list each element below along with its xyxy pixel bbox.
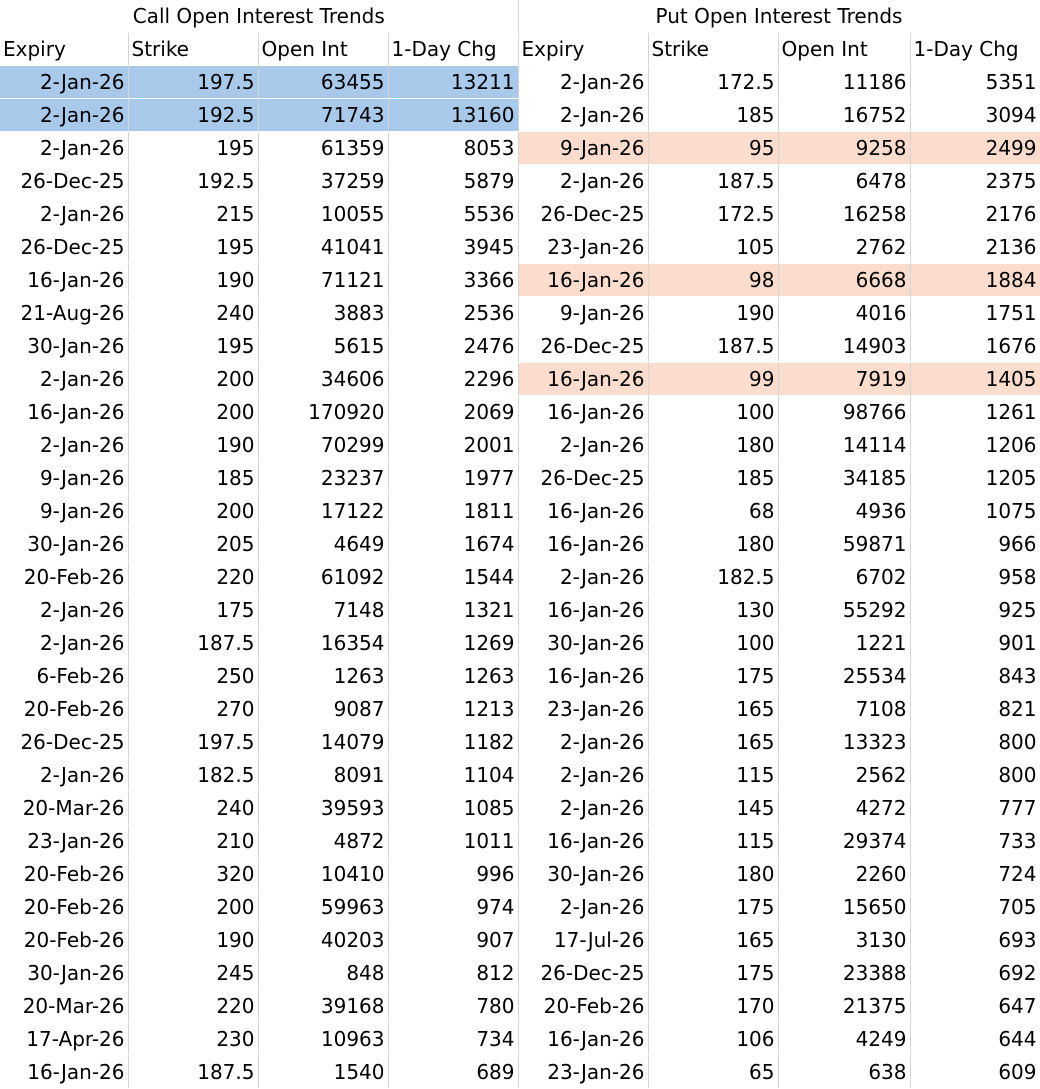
- call-cell-expiry[interactable]: 9-Jan-26: [0, 462, 128, 495]
- call-cell-strike[interactable]: 197.5: [128, 66, 258, 99]
- put-cell-1-day-chg[interactable]: 5351: [910, 66, 1040, 99]
- table-row: [0, 99, 1040, 132]
- put-cell-open-int[interactable]: 638: [778, 1056, 910, 1089]
- put-cell-1-day-chg[interactable]: 821: [910, 693, 1040, 726]
- put-cell-expiry[interactable]: 2-Jan-26: [518, 165, 648, 198]
- put-cell-1-day-chg[interactable]: 705: [910, 891, 1040, 924]
- call-cell-expiry[interactable]: 2-Jan-26: [0, 66, 128, 99]
- put-cell-open-int[interactable]: 4936: [778, 495, 910, 528]
- call-cell-expiry[interactable]: 20-Mar-26: [0, 990, 128, 1023]
- call-cell-expiry[interactable]: 20-Feb-26: [0, 561, 128, 594]
- call-cell-strike[interactable]: 200: [128, 396, 258, 429]
- call-cell-strike[interactable]: 195: [128, 231, 258, 264]
- put-cell-expiry[interactable]: 26-Dec-25: [518, 198, 648, 231]
- put-cell-open-int[interactable]: 23388: [778, 957, 910, 990]
- call-cell-strike[interactable]: 187.5: [128, 627, 258, 660]
- call-cell-open-int[interactable]: 39593: [258, 792, 388, 825]
- put-cell-1-day-chg[interactable]: 2375: [910, 165, 1040, 198]
- call-cell-strike[interactable]: 190: [128, 924, 258, 957]
- call-cell-strike[interactable]: 175: [128, 594, 258, 627]
- put-cell-expiry[interactable]: 2-Jan-26: [518, 726, 648, 759]
- put-cell-strike[interactable]: 185: [648, 462, 778, 495]
- put-cell-1-day-chg[interactable]: 2176: [910, 198, 1040, 231]
- call-cell-strike[interactable]: 210: [128, 825, 258, 858]
- put-cell-open-int[interactable]: 13323: [778, 726, 910, 759]
- call-cell-open-int[interactable]: 63455: [258, 66, 388, 99]
- call-cell-open-int[interactable]: 71121: [258, 264, 388, 297]
- put-cell-1-day-chg[interactable]: 1751: [910, 297, 1040, 330]
- put-cell-strike[interactable]: 95: [648, 132, 778, 165]
- put-cell-open-int[interactable]: 16752: [778, 99, 910, 132]
- put-cell-strike[interactable]: 185: [648, 99, 778, 132]
- call-cell-strike[interactable]: 200: [128, 363, 258, 396]
- put-cell-expiry[interactable]: 16-Jan-26: [518, 825, 648, 858]
- put-cell-strike[interactable]: 98: [648, 264, 778, 297]
- call-cell-1-day-chg[interactable]: 2296: [388, 363, 518, 396]
- call-cell-strike[interactable]: 195: [128, 132, 258, 165]
- put-cell-strike[interactable]: 68: [648, 495, 778, 528]
- call-cell-1-day-chg[interactable]: 1085: [388, 792, 518, 825]
- table-row: [0, 759, 1040, 792]
- call-cell-expiry[interactable]: 6-Feb-26: [0, 660, 128, 693]
- call-header-expiry[interactable]: Expiry: [0, 33, 128, 66]
- put-cell-expiry[interactable]: 23-Jan-26: [518, 693, 648, 726]
- call-cell-expiry[interactable]: 20-Feb-26: [0, 693, 128, 726]
- call-cell-expiry[interactable]: 2-Jan-26: [0, 594, 128, 627]
- put-cell-strike[interactable]: 130: [648, 594, 778, 627]
- call-cell-open-int[interactable]: 14079: [258, 726, 388, 759]
- call-cell-expiry[interactable]: 20-Feb-26: [0, 891, 128, 924]
- table-row: [0, 726, 1040, 759]
- put-cell-strike[interactable]: 175: [648, 660, 778, 693]
- call-cell-expiry[interactable]: 2-Jan-26: [0, 99, 128, 132]
- put-cell-strike[interactable]: 115: [648, 759, 778, 792]
- table-row: [0, 297, 1040, 330]
- put-cell-open-int[interactable]: 59871: [778, 528, 910, 561]
- table-row: [0, 825, 1040, 858]
- put-cell-1-day-chg[interactable]: 693: [910, 924, 1040, 957]
- put-cell-strike[interactable]: 100: [648, 396, 778, 429]
- put-cell-open-int[interactable]: 2762: [778, 231, 910, 264]
- put-cell-expiry[interactable]: 16-Jan-26: [518, 528, 648, 561]
- put-cell-open-int[interactable]: 15650: [778, 891, 910, 924]
- put-section-title[interactable]: Put Open Interest Trends: [518, 0, 1040, 33]
- put-cell-1-day-chg[interactable]: 733: [910, 825, 1040, 858]
- call-cell-open-int[interactable]: 848: [258, 957, 388, 990]
- table-row: [0, 627, 1040, 660]
- call-cell-1-day-chg[interactable]: 780: [388, 990, 518, 1023]
- put-cell-open-int[interactable]: 29374: [778, 825, 910, 858]
- call-cell-strike[interactable]: 190: [128, 429, 258, 462]
- call-cell-strike[interactable]: 320: [128, 858, 258, 891]
- table-row: [0, 1056, 1040, 1089]
- call-cell-1-day-chg[interactable]: 1011: [388, 825, 518, 858]
- put-cell-expiry[interactable]: 23-Jan-26: [518, 1056, 648, 1089]
- put-header-strike[interactable]: Strike: [648, 33, 778, 66]
- call-cell-1-day-chg[interactable]: 1104: [388, 759, 518, 792]
- put-cell-expiry[interactable]: 26-Dec-25: [518, 462, 648, 495]
- put-cell-strike[interactable]: 115: [648, 825, 778, 858]
- call-cell-expiry[interactable]: 2-Jan-26: [0, 627, 128, 660]
- put-cell-strike[interactable]: 180: [648, 858, 778, 891]
- call-cell-open-int[interactable]: 61092: [258, 561, 388, 594]
- call-cell-1-day-chg[interactable]: 1213: [388, 693, 518, 726]
- call-cell-1-day-chg[interactable]: 2069: [388, 396, 518, 429]
- put-cell-open-int[interactable]: 14114: [778, 429, 910, 462]
- put-cell-open-int[interactable]: 2260: [778, 858, 910, 891]
- call-cell-open-int[interactable]: 10963: [258, 1023, 388, 1056]
- call-cell-1-day-chg[interactable]: 8053: [388, 132, 518, 165]
- table-row: [0, 858, 1040, 891]
- put-cell-expiry[interactable]: 2-Jan-26: [518, 99, 648, 132]
- call-cell-expiry[interactable]: 26-Dec-25: [0, 165, 128, 198]
- call-cell-expiry[interactable]: 30-Jan-26: [0, 330, 128, 363]
- put-cell-strike[interactable]: 187.5: [648, 165, 778, 198]
- call-cell-strike[interactable]: 270: [128, 693, 258, 726]
- call-cell-1-day-chg[interactable]: 974: [388, 891, 518, 924]
- put-cell-1-day-chg[interactable]: 1075: [910, 495, 1040, 528]
- put-cell-expiry[interactable]: 30-Jan-26: [518, 627, 648, 660]
- call-cell-strike[interactable]: 182.5: [128, 759, 258, 792]
- table-row: [0, 66, 1040, 99]
- put-cell-1-day-chg[interactable]: 2136: [910, 231, 1040, 264]
- call-cell-expiry[interactable]: 2-Jan-26: [0, 759, 128, 792]
- call-header-1-day-chg[interactable]: 1-Day Chg: [388, 33, 518, 66]
- call-cell-expiry[interactable]: 2-Jan-26: [0, 363, 128, 396]
- put-cell-strike[interactable]: 175: [648, 891, 778, 924]
- call-cell-open-int[interactable]: 8091: [258, 759, 388, 792]
- call-cell-open-int[interactable]: 4872: [258, 825, 388, 858]
- put-cell-strike[interactable]: 165: [648, 726, 778, 759]
- put-cell-expiry[interactable]: 16-Jan-26: [518, 594, 648, 627]
- put-cell-open-int[interactable]: 16258: [778, 198, 910, 231]
- call-cell-expiry[interactable]: 26-Dec-25: [0, 726, 128, 759]
- put-header-expiry[interactable]: Expiry: [518, 33, 648, 66]
- call-cell-open-int[interactable]: 23237: [258, 462, 388, 495]
- call-cell-open-int[interactable]: 41041: [258, 231, 388, 264]
- put-cell-1-day-chg[interactable]: 843: [910, 660, 1040, 693]
- table-row: [0, 594, 1040, 627]
- put-cell-strike[interactable]: 65: [648, 1056, 778, 1089]
- put-cell-1-day-chg[interactable]: 901: [910, 627, 1040, 660]
- call-cell-1-day-chg[interactable]: 734: [388, 1023, 518, 1056]
- table-row: [0, 891, 1040, 924]
- call-cell-1-day-chg[interactable]: 3945: [388, 231, 518, 264]
- table-row: [0, 165, 1040, 198]
- put-cell-strike[interactable]: 165: [648, 693, 778, 726]
- put-cell-1-day-chg[interactable]: 2499: [910, 132, 1040, 165]
- call-cell-strike[interactable]: 250: [128, 660, 258, 693]
- call-cell-1-day-chg[interactable]: 13160: [388, 99, 518, 132]
- put-cell-strike[interactable]: 182.5: [648, 561, 778, 594]
- call-cell-open-int[interactable]: 70299: [258, 429, 388, 462]
- table-row: [0, 330, 1040, 363]
- put-cell-expiry[interactable]: 26-Dec-25: [518, 957, 648, 990]
- call-cell-strike[interactable]: 195: [128, 330, 258, 363]
- call-cell-1-day-chg[interactable]: 1269: [388, 627, 518, 660]
- call-cell-expiry[interactable]: 16-Jan-26: [0, 1056, 128, 1089]
- put-cell-expiry[interactable]: 2-Jan-26: [518, 792, 648, 825]
- table-row: [0, 792, 1040, 825]
- call-cell-expiry[interactable]: 26-Dec-25: [0, 231, 128, 264]
- put-cell-expiry[interactable]: 16-Jan-26: [518, 495, 648, 528]
- put-cell-1-day-chg[interactable]: 1405: [910, 363, 1040, 396]
- call-cell-1-day-chg[interactable]: 812: [388, 957, 518, 990]
- call-cell-open-int[interactable]: 16354: [258, 627, 388, 660]
- put-cell-open-int[interactable]: 98766: [778, 396, 910, 429]
- put-cell-expiry[interactable]: 30-Jan-26: [518, 858, 648, 891]
- call-cell-open-int[interactable]: 37259: [258, 165, 388, 198]
- put-cell-open-int[interactable]: 6478: [778, 165, 910, 198]
- table-row: [0, 924, 1040, 957]
- call-cell-expiry[interactable]: 20-Mar-26: [0, 792, 128, 825]
- put-cell-expiry[interactable]: 2-Jan-26: [518, 66, 648, 99]
- call-cell-strike[interactable]: 192.5: [128, 99, 258, 132]
- put-cell-open-int[interactable]: 55292: [778, 594, 910, 627]
- put-cell-strike[interactable]: 165: [648, 924, 778, 957]
- call-cell-strike[interactable]: 197.5: [128, 726, 258, 759]
- put-cell-expiry[interactable]: 16-Jan-26: [518, 1023, 648, 1056]
- put-header-open-int[interactable]: Open Int: [778, 33, 910, 66]
- put-cell-expiry[interactable]: 9-Jan-26: [518, 132, 648, 165]
- call-cell-1-day-chg[interactable]: 1544: [388, 561, 518, 594]
- call-cell-strike[interactable]: 200: [128, 495, 258, 528]
- call-header-open-int[interactable]: Open Int: [258, 33, 388, 66]
- put-cell-1-day-chg[interactable]: 1676: [910, 330, 1040, 363]
- call-cell-expiry[interactable]: 17-Apr-26: [0, 1023, 128, 1056]
- put-cell-open-int[interactable]: 21375: [778, 990, 910, 1023]
- put-cell-open-int[interactable]: 7919: [778, 363, 910, 396]
- call-cell-1-day-chg[interactable]: 689: [388, 1056, 518, 1089]
- put-cell-1-day-chg[interactable]: 800: [910, 726, 1040, 759]
- put-cell-1-day-chg[interactable]: 609: [910, 1056, 1040, 1089]
- call-cell-strike[interactable]: 230: [128, 1023, 258, 1056]
- table-row: [0, 231, 1040, 264]
- put-cell-strike[interactable]: 187.5: [648, 330, 778, 363]
- call-cell-expiry[interactable]: 9-Jan-26: [0, 495, 128, 528]
- call-cell-1-day-chg[interactable]: 907: [388, 924, 518, 957]
- put-cell-strike[interactable]: 106: [648, 1023, 778, 1056]
- put-cell-strike[interactable]: 175: [648, 957, 778, 990]
- put-cell-1-day-chg[interactable]: 724: [910, 858, 1040, 891]
- table-row: [0, 660, 1040, 693]
- table-row: [0, 957, 1040, 990]
- call-cell-open-int[interactable]: 7148: [258, 594, 388, 627]
- put-cell-open-int[interactable]: 7108: [778, 693, 910, 726]
- call-cell-strike[interactable]: 192.5: [128, 165, 258, 198]
- put-cell-expiry[interactable]: 2-Jan-26: [518, 561, 648, 594]
- call-cell-1-day-chg[interactable]: 2476: [388, 330, 518, 363]
- call-cell-expiry[interactable]: 16-Jan-26: [0, 396, 128, 429]
- call-cell-expiry[interactable]: 30-Jan-26: [0, 957, 128, 990]
- call-cell-strike[interactable]: 220: [128, 990, 258, 1023]
- call-cell-open-int[interactable]: 40203: [258, 924, 388, 957]
- put-cell-1-day-chg[interactable]: 3094: [910, 99, 1040, 132]
- call-cell-1-day-chg[interactable]: 5536: [388, 198, 518, 231]
- put-cell-1-day-chg[interactable]: 1205: [910, 462, 1040, 495]
- table-row: [0, 198, 1040, 231]
- put-cell-1-day-chg[interactable]: 692: [910, 957, 1040, 990]
- table-row: [0, 1023, 1040, 1056]
- put-cell-open-int[interactable]: 4016: [778, 297, 910, 330]
- call-cell-1-day-chg[interactable]: 3366: [388, 264, 518, 297]
- put-cell-expiry[interactable]: 2-Jan-26: [518, 891, 648, 924]
- call-cell-strike[interactable]: 200: [128, 891, 258, 924]
- put-cell-open-int[interactable]: 6702: [778, 561, 910, 594]
- call-cell-open-int[interactable]: 10410: [258, 858, 388, 891]
- call-cell-1-day-chg[interactable]: 2536: [388, 297, 518, 330]
- put-cell-1-day-chg[interactable]: 777: [910, 792, 1040, 825]
- put-cell-expiry[interactable]: 16-Jan-26: [518, 363, 648, 396]
- put-cell-strike[interactable]: 145: [648, 792, 778, 825]
- put-cell-1-day-chg[interactable]: 958: [910, 561, 1040, 594]
- call-cell-1-day-chg[interactable]: 1182: [388, 726, 518, 759]
- call-cell-strike[interactable]: 240: [128, 792, 258, 825]
- call-cell-1-day-chg[interactable]: 1263: [388, 660, 518, 693]
- put-cell-1-day-chg[interactable]: 1261: [910, 396, 1040, 429]
- call-cell-open-int[interactable]: 4649: [258, 528, 388, 561]
- put-cell-open-int[interactable]: 34185: [778, 462, 910, 495]
- call-cell-1-day-chg[interactable]: 2001: [388, 429, 518, 462]
- put-cell-expiry[interactable]: 17-Jul-26: [518, 924, 648, 957]
- call-cell-expiry[interactable]: 16-Jan-26: [0, 264, 128, 297]
- call-cell-open-int[interactable]: 170920: [258, 396, 388, 429]
- put-cell-expiry[interactable]: 2-Jan-26: [518, 429, 648, 462]
- call-cell-open-int[interactable]: 10055: [258, 198, 388, 231]
- put-cell-expiry[interactable]: 9-Jan-26: [518, 297, 648, 330]
- call-cell-expiry[interactable]: 23-Jan-26: [0, 825, 128, 858]
- call-header-strike[interactable]: Strike: [128, 33, 258, 66]
- call-cell-open-int[interactable]: 5615: [258, 330, 388, 363]
- call-cell-open-int[interactable]: 17122: [258, 495, 388, 528]
- call-cell-strike[interactable]: 215: [128, 198, 258, 231]
- call-cell-expiry[interactable]: 30-Jan-26: [0, 528, 128, 561]
- put-cell-open-int[interactable]: 14903: [778, 330, 910, 363]
- call-cell-open-int[interactable]: 9087: [258, 693, 388, 726]
- call-cell-strike[interactable]: 190: [128, 264, 258, 297]
- table-row: [0, 693, 1040, 726]
- table-row: [0, 990, 1040, 1023]
- call-cell-strike[interactable]: 185: [128, 462, 258, 495]
- put-cell-strike[interactable]: 99: [648, 363, 778, 396]
- call-cell-1-day-chg[interactable]: 1674: [388, 528, 518, 561]
- put-cell-open-int[interactable]: 2562: [778, 759, 910, 792]
- put-header-1-day-chg[interactable]: 1-Day Chg: [910, 33, 1040, 66]
- call-cell-1-day-chg[interactable]: 996: [388, 858, 518, 891]
- call-cell-strike[interactable]: 220: [128, 561, 258, 594]
- put-cell-expiry[interactable]: 2-Jan-26: [518, 759, 648, 792]
- call-cell-strike[interactable]: 240: [128, 297, 258, 330]
- call-cell-expiry[interactable]: 2-Jan-26: [0, 132, 128, 165]
- put-cell-expiry[interactable]: 26-Dec-25: [518, 330, 648, 363]
- put-cell-strike[interactable]: 180: [648, 429, 778, 462]
- call-cell-open-int[interactable]: 59963: [258, 891, 388, 924]
- table-row: [0, 528, 1040, 561]
- put-cell-open-int[interactable]: 9258: [778, 132, 910, 165]
- call-cell-1-day-chg[interactable]: 1977: [388, 462, 518, 495]
- put-cell-strike[interactable]: 180: [648, 528, 778, 561]
- put-cell-strike[interactable]: 105: [648, 231, 778, 264]
- call-cell-open-int[interactable]: 39168: [258, 990, 388, 1023]
- call-cell-expiry[interactable]: 21-Aug-26: [0, 297, 128, 330]
- call-cell-open-int[interactable]: 71743: [258, 99, 388, 132]
- put-cell-open-int[interactable]: 25534: [778, 660, 910, 693]
- call-cell-expiry[interactable]: 2-Jan-26: [0, 429, 128, 462]
- call-cell-expiry[interactable]: 20-Feb-26: [0, 924, 128, 957]
- put-cell-strike[interactable]: 170: [648, 990, 778, 1023]
- put-cell-open-int[interactable]: 4249: [778, 1023, 910, 1056]
- put-cell-1-day-chg[interactable]: 644: [910, 1023, 1040, 1056]
- put-cell-open-int[interactable]: 6668: [778, 264, 910, 297]
- call-cell-open-int[interactable]: 1540: [258, 1056, 388, 1089]
- put-cell-1-day-chg[interactable]: 647: [910, 990, 1040, 1023]
- put-cell-1-day-chg[interactable]: 925: [910, 594, 1040, 627]
- call-cell-open-int[interactable]: 1263: [258, 660, 388, 693]
- call-cell-1-day-chg[interactable]: 1321: [388, 594, 518, 627]
- put-cell-expiry[interactable]: 23-Jan-26: [518, 231, 648, 264]
- table-row: [0, 363, 1040, 396]
- put-cell-strike[interactable]: 100: [648, 627, 778, 660]
- table-row: [0, 132, 1040, 165]
- call-section-title[interactable]: Call Open Interest Trends: [0, 0, 518, 33]
- call-cell-1-day-chg[interactable]: 13211: [388, 66, 518, 99]
- call-cell-expiry[interactable]: 20-Feb-26: [0, 858, 128, 891]
- put-cell-strike[interactable]: 172.5: [648, 198, 778, 231]
- put-cell-open-int[interactable]: 1221: [778, 627, 910, 660]
- call-cell-open-int[interactable]: 61359: [258, 132, 388, 165]
- put-cell-expiry[interactable]: 16-Jan-26: [518, 264, 648, 297]
- put-cell-1-day-chg[interactable]: 966: [910, 528, 1040, 561]
- section-title-row: [0, 0, 1040, 33]
- table-row: [0, 561, 1040, 594]
- call-cell-strike[interactable]: 187.5: [128, 1056, 258, 1089]
- put-cell-1-day-chg[interactable]: 800: [910, 759, 1040, 792]
- put-cell-strike[interactable]: 172.5: [648, 66, 778, 99]
- column-header-row: [0, 33, 1040, 66]
- put-cell-open-int[interactable]: 3130: [778, 924, 910, 957]
- put-cell-expiry[interactable]: 20-Feb-26: [518, 990, 648, 1023]
- put-cell-expiry[interactable]: 16-Jan-26: [518, 396, 648, 429]
- put-cell-open-int[interactable]: 4272: [778, 792, 910, 825]
- call-cell-strike[interactable]: 245: [128, 957, 258, 990]
- table-row: [0, 396, 1040, 429]
- call-cell-open-int[interactable]: 34606: [258, 363, 388, 396]
- put-cell-strike[interactable]: 190: [648, 297, 778, 330]
- table-row: [0, 462, 1040, 495]
- table-row: [0, 429, 1040, 462]
- call-cell-strike[interactable]: 205: [128, 528, 258, 561]
- call-cell-expiry[interactable]: 2-Jan-26: [0, 198, 128, 231]
- table-row: [0, 495, 1040, 528]
- call-cell-1-day-chg[interactable]: 5879: [388, 165, 518, 198]
- put-cell-1-day-chg[interactable]: 1884: [910, 264, 1040, 297]
- table-row: [0, 264, 1040, 297]
- put-cell-1-day-chg[interactable]: 1206: [910, 429, 1040, 462]
- call-cell-open-int[interactable]: 3883: [258, 297, 388, 330]
- put-cell-expiry[interactable]: 16-Jan-26: [518, 660, 648, 693]
- call-cell-1-day-chg[interactable]: 1811: [388, 495, 518, 528]
- put-cell-open-int[interactable]: 11186: [778, 66, 910, 99]
